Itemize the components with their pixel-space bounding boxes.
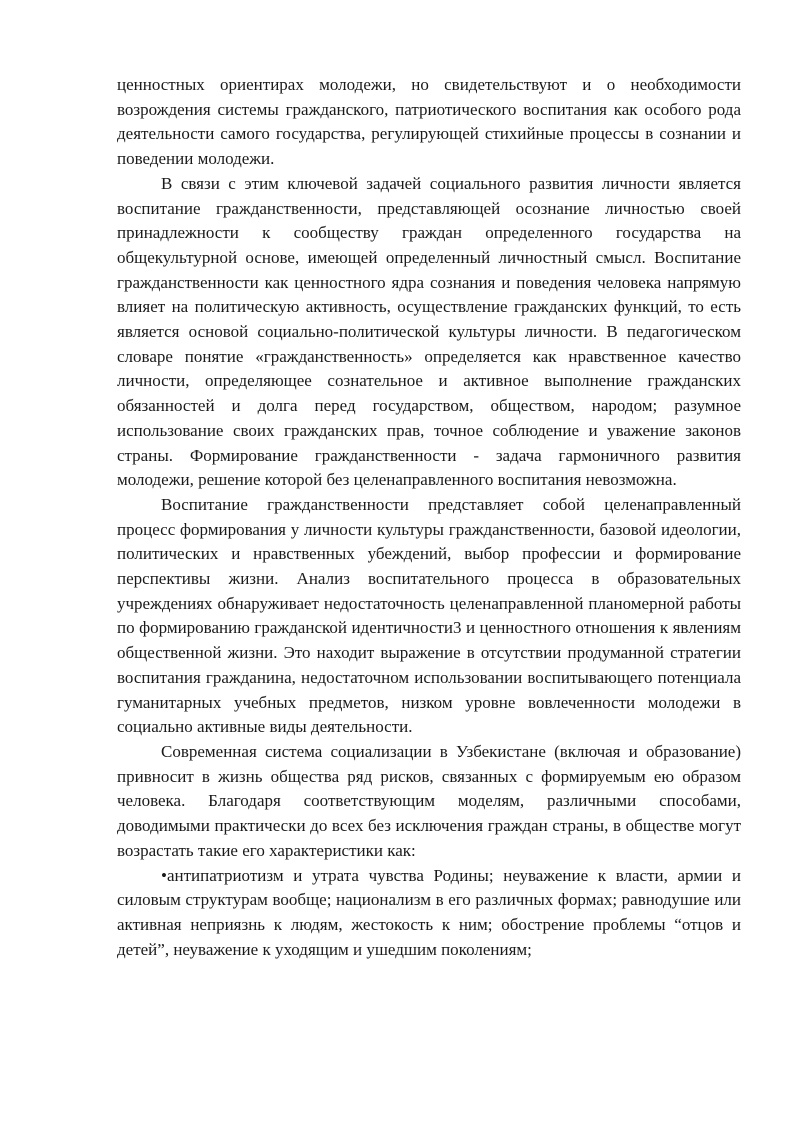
paragraph-continuation: ценностных ориентирах молодежи, но свидетельствуют и о необходимости возрождения системы гражданского, патриотического воспитания как особого рода деятельности самого государства, регулирующей стихийные процессы в сознании и поведении молодежи.	[117, 75, 741, 169]
paragraph-civic-education-process: Воспитание гражданственности представляет собой целенаправленный процесс формирования у личности культуры гражданственности, базовой идеологии, политических и нравственных убеждений, выбор профессии и формирование перспективы жизни. Анализ воспитательного процесса в образовательных учреждениях обнаруживает недостаточность целенаправленной планомерной работы по формированию гражданской идентичности3 и ценностного отношения к явлениям общественной жизни. Это находит выражение в отсутствии продуманной стратегии воспитания гражданина, недостаточном использовании воспитывающего потенциала гуманитарных учебных предметов, низком уровне вовлеченности молодежи в социально активные виды деятельности.	[117, 494, 741, 737]
paragraph-socialization-system: Современная система социализации в Узбекистане (включая и образование) привносит в жизнь общества ряд рисков, связанных с формируемым ею образом человека. Благодаря соответствующим моделям, различными способами, доводимыми практически до всех без исключения граждан страны, в обществе могут возрастать такие его характеристики как:	[117, 741, 741, 860]
bullet-list-item: •антипатриотизм и утрата чувства Родины; неуважение к власти, армии и силовым структурам вообще; национализм в его различных формах; равнодушие или активная неприязнь к людям, жестокость к ним; обострение проблемы “отцов и детей”, неуважение к уходящим и ушедшим поколениям;	[117, 865, 741, 959]
document-text	[117, 73, 741, 962]
paragraph-civic-education-task: В связи с этим ключевой задачей социального развития личности является воспитание гражданственности, представляющей осознание личностью своей принадлежности к сообществу граждан определенного государства на общекультурной основе, имеющей определенный личностный смысл. Воспитание гражданственности как ценностного ядра сознания и поведения человека напрямую влияет на политическую активность, осуществление гражданских функций, то есть является основой социально-политической культуры личности. В педагогическом словаре понятие «гражданственность» определяется как нравственное качество личности, определяющее сознательное и активное выполнение гражданских обязанностей и долга перед государством, обществом, народом; разумное использование своих гражданских прав, точное соблюдение и уважение законов страны. Формирование гражданственности - задача гармоничного развития молодежи, решение которой без целенаправленного воспитания невозможна.	[117, 173, 741, 490]
